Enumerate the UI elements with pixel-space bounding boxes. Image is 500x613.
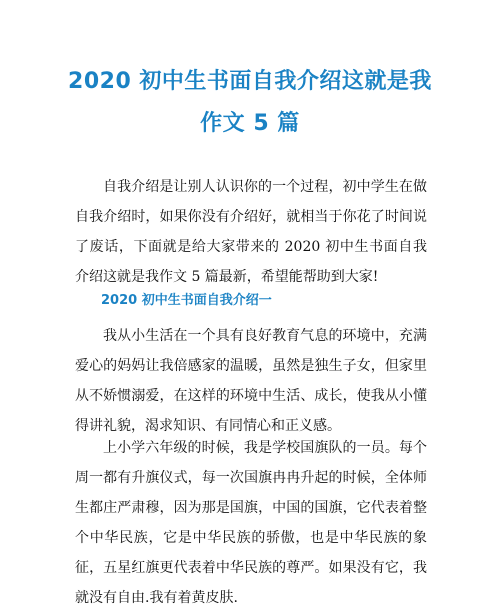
body-paragraph-1: 我从小生活在一个具有良好教育气息的环境中，充满爱心的妈妈让我倍感家的温暖，虽然是独生子女，但家里从不娇惯溺爱，在这样的环境中生活、成长，使我从小懂得讲礼貌，渴求知识、有同情心和正义感。 [75, 328, 427, 434]
body-paragraph-2: 上小学六年级的时候，我是学校国旗队的一员。每个周一都有升旗仪式，每一次国旗冉冉升起的时候，全体师生都庄严肃穆，因为那是国旗，中国的国旗，它代表着整个中华民族，它是中华民族的骄傲，也是中华民族的象征，五星红旗更代表着中华民族的尊严。如果没有它，我就没有自由.我有着黄皮肤. [75, 440, 427, 606]
document-title-line-1: 2020 初中生书面自我介绍这就是我 [68, 69, 432, 94]
document-title-line-2: 作文 5 篇 [200, 111, 300, 136]
section-heading: 2020 初中生书面自我介绍一 [101, 293, 272, 308]
intro-paragraph: 自我介绍是让别人认识你的一个过程，初中学生在做自我介绍时，如果你没有介绍好，就相当于你花了时间说了废话，下面就是给大家带来的 2020 初中生书面自我介绍这就是我作文 5 篇最新，希望能帮助到大家! [75, 179, 427, 285]
